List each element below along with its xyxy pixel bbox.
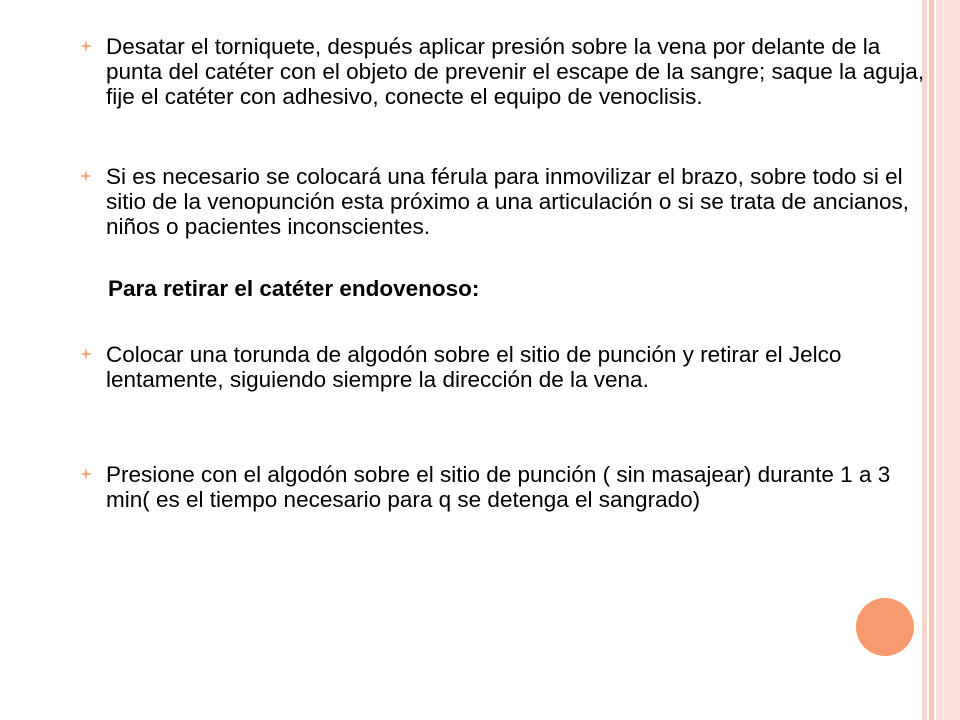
diamond-bullet-icon xyxy=(80,468,92,480)
bullet-item xyxy=(78,34,928,109)
bullet-text: Si es necesario se colocará una férula para inmovilizar el brazo, sobre todo si el sitio de la venopunción esta próximo a una articulación o si se trata de ancianos, niños o pacientes inconscientes. xyxy=(106,164,909,239)
section-heading: Para retirar el catéter endovenoso: xyxy=(108,276,480,301)
diamond-bullet-icon xyxy=(80,348,92,360)
bullet-item xyxy=(78,164,928,239)
bullet-text: Desatar el torniquete, después aplicar presión sobre la vena por delante de la punta del catéter con el objeto de prevenir el escape de la sangre; saque la aguja, fije el catéter con adhesivo, conecte el equipo de venoclisis. xyxy=(106,34,925,109)
bullet-item xyxy=(78,342,928,392)
diamond-bullet-icon xyxy=(80,170,92,182)
border-stripe xyxy=(936,0,960,720)
diamond-bullet-icon xyxy=(80,40,92,52)
slide-content xyxy=(78,34,928,512)
border-stripe xyxy=(942,0,944,720)
decorative-circle xyxy=(856,598,914,656)
bullet-item xyxy=(78,462,928,512)
bullet-text: Presione con el algodón sobre el sitio de punción ( sin masajear) durante 1 a 3 min( es el tiempo necesario para q se detenga el sangrado) xyxy=(106,462,891,512)
bullet-text: Colocar una torunda de algodón sobre el sitio de punción y retirar el Jelco lentamente, siguiendo siempre la dirección de la vena. xyxy=(106,342,842,392)
